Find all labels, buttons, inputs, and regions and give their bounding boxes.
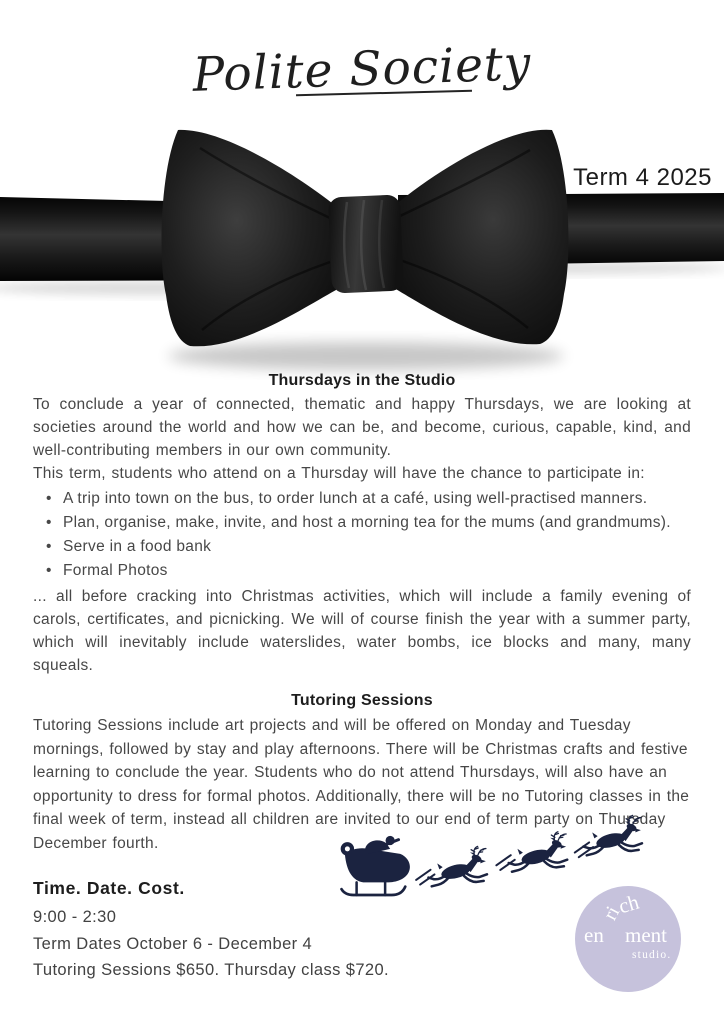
thursdays-lead-in: This term, students who attend on a Thursday will have the chance to participate in: [33,465,645,482]
list-item: • Formal Photos [33,559,691,583]
term-label: Term 4 2025 [573,164,712,191]
flyer-body [0,371,724,855]
details-heading: Time. Date. Cost. [33,878,185,898]
activities-list [33,487,691,583]
details-block [33,876,389,984]
flyer-title: Polite Society [191,36,533,103]
list-item: • A trip into town on the bus, to order lunch at a café, using well-practised manners. [33,487,691,511]
tutoring-body: Tutoring Sessions include art projects and will be offered on Monday and Tuesday mornings, followed by stay and play afternoons. There will be Christmas crafts and festive learning to conclude the year. Students who do not attend Thursdays, will also have an opportunity to dress for formal photos. Additionally, there will be no Tutoring classes in the final week of term, instead all children are invited to our end of term party on Thursday December fourth. [33,717,690,852]
details-term-dates: Term Dates October 6 - December 4 [33,934,313,953]
details-time: 9:00 - 2:30 [33,908,117,926]
bow-tie-image [0,110,724,380]
thursdays-outro: ... all before cracking into Christmas activities, which will include a family evening of carols, certificates, and picnicking. We will of course finish the year with a summer party, which will inevitably include waterslides, water bombs, ice blocks and many, many squeals. [33,588,691,674]
details-cost: Tutoring Sessions $650. Thursday class $720. [33,961,390,979]
tutoring-heading: Tutoring Sessions [291,692,433,709]
thursdays-heading: Thursdays in the Studio [268,372,456,389]
enrichment-studio-logo [575,886,681,992]
thursdays-section [33,371,691,677]
list-item: • Serve in a food bank [33,535,691,559]
hero-section [0,0,724,368]
logo-text-ri: ri [599,902,625,924]
logo-text-en: en [584,923,604,947]
logo-subtitle: studio. [632,949,672,961]
list-item: • Plan, organise, make, invite, and host a morning tea for the mums (and grandmums). [33,511,691,535]
logo-text-ch: ch [615,889,642,919]
logo-text-ment: ment [625,923,667,947]
thursdays-intro: To conclude a year of connected, thematic and happy Thursdays, we are looking at societies around the world and how we can be, and become, curious, capable, kind, and well-contributing members in our own community. [33,396,691,459]
